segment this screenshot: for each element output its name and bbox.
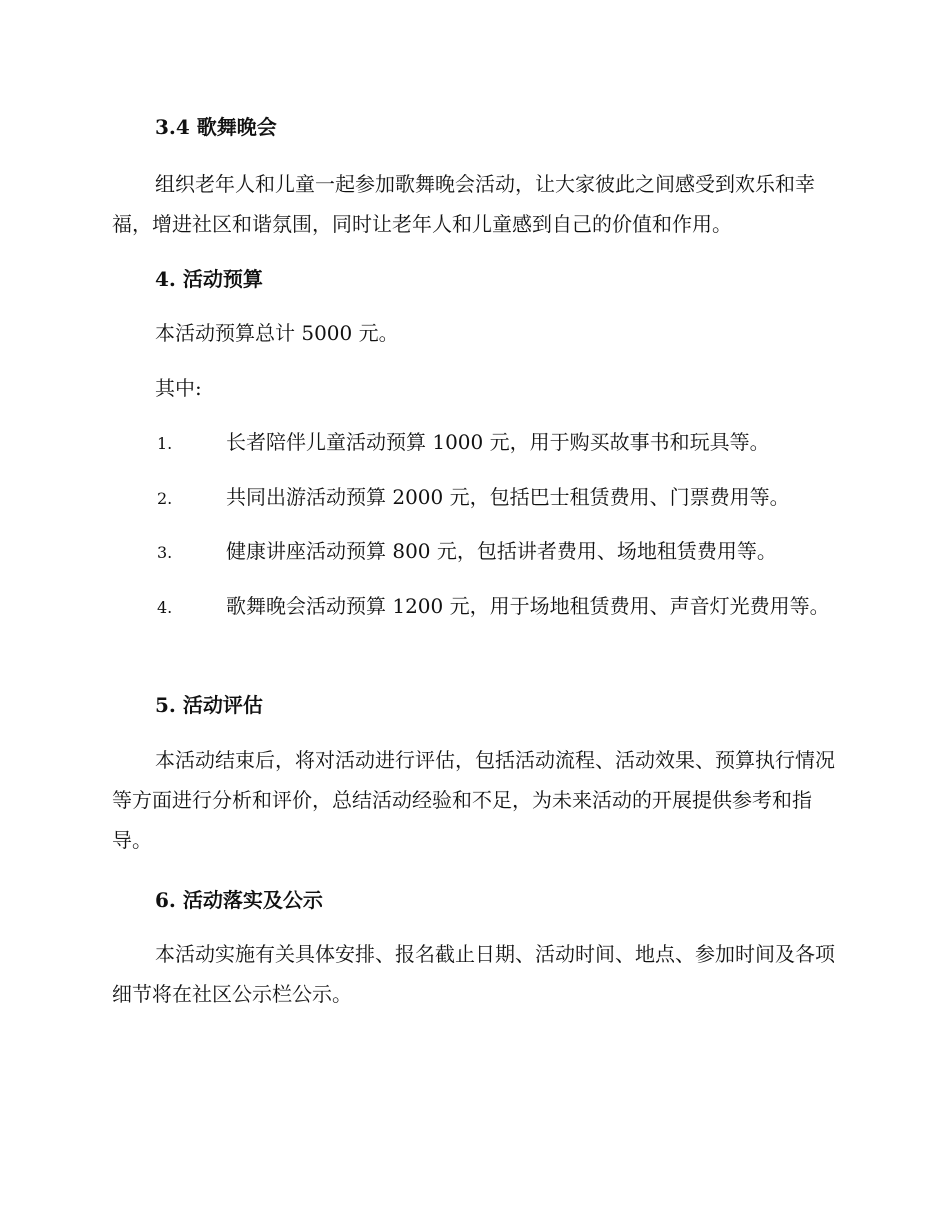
section-paragraph-6: 本活动实施有关具体安排、报名截止日期、活动时间、地点、参加时间及各项细节将在社区公示栏公示。: [112, 942, 835, 1006]
section-heading-6: 6. 活动落实及公示: [155, 888, 323, 912]
budget-intro: 其中:: [155, 376, 202, 400]
budget-item-1: [112, 422, 836, 464]
budget-item-4: [112, 586, 836, 628]
budget-item-3: [112, 531, 836, 573]
budget-item-2: [112, 477, 836, 519]
list-number: 1.: [157, 434, 173, 453]
list-text: 共同出游活动预算 2000 元，包括巴士租赁费用、门票费用等。: [226, 485, 790, 509]
list-text: 歌舞晚会活动预算 1200 元，用于场地租赁费用、声音灯光费用等。: [226, 594, 830, 618]
section-heading-3-4: 3.4 歌舞晚会: [155, 115, 277, 139]
section-heading-5: 5. 活动评估: [155, 693, 263, 717]
section-paragraph-3-4: 组织老年人和儿童一起参加歌舞晚会活动，让大家彼此之间感受到欢乐和幸福，增进社区和谐氛围，同时让老年人和儿童感到自己的价值和作用。: [112, 172, 815, 236]
section-heading-4: 4. 活动预算: [155, 267, 263, 291]
list-text: 健康讲座活动预算 800 元，包括讲者费用、场地租赁费用等。: [226, 539, 777, 563]
list-number: 3.: [157, 543, 173, 562]
budget-total: 本活动预算总计 5000 元。: [155, 321, 399, 345]
section-paragraph-5: 本活动结束后，将对活动进行评估，包括活动流程、活动效果、预算执行情况等方面进行分析和评价，总结活动经验和不足，为未来活动的开展提供参考和指导。: [112, 748, 835, 852]
list-number: 2.: [157, 489, 173, 508]
list-number: 4.: [157, 598, 173, 617]
list-text: 长者陪伴儿童活动预算 1000 元，用于购买故事书和玩具等。: [226, 430, 770, 454]
